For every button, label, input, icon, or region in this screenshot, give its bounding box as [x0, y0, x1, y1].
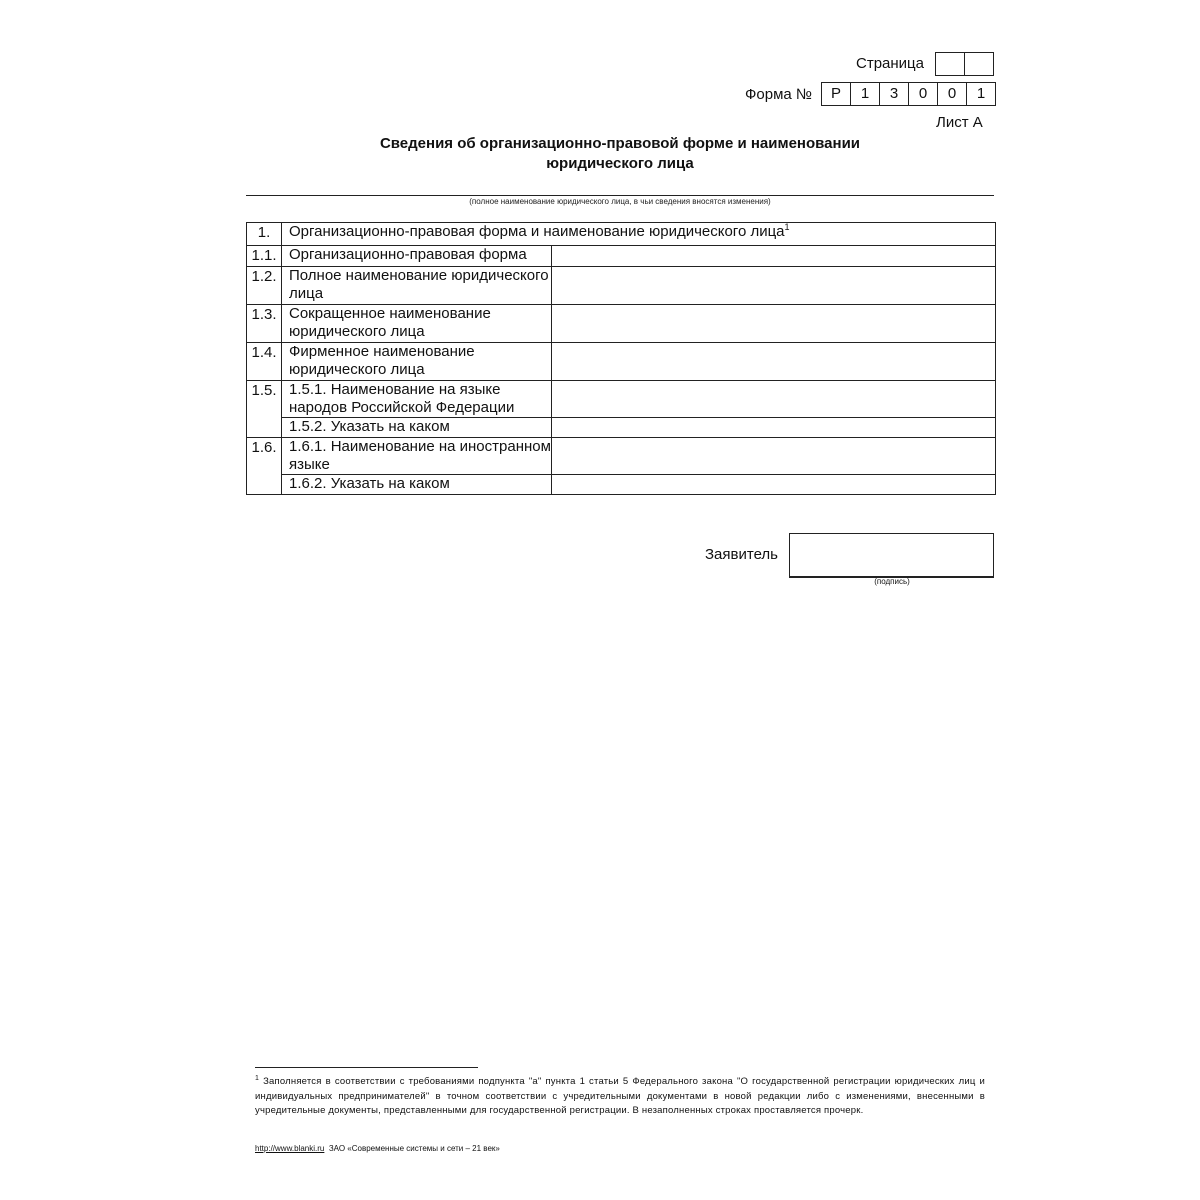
row-number: 1.2. — [247, 267, 282, 305]
row-number: 1.3. — [247, 305, 282, 343]
row-number: 1.6. — [247, 438, 282, 495]
row-label: 1.5.1. Наименование на языке народов Российской Федерации — [282, 381, 552, 418]
footnote-mark: 1 — [255, 1075, 260, 1082]
table-row — [247, 223, 996, 246]
row-label: 1.6.1. Наименование на иностранном языке — [282, 438, 552, 475]
row-label — [282, 223, 996, 246]
row-number: 1.5. — [247, 381, 282, 438]
form-code-cell: 0 — [937, 83, 966, 105]
page-label: Страница — [856, 55, 924, 72]
legal-entity-name-caption: (полное наименование юридического лица, в чьи сведения вносятся изменения) — [469, 197, 771, 206]
row-label: Полное наименование юридического лица — [282, 267, 552, 305]
row-number: 1.4. — [247, 343, 282, 381]
form-code-cell: 1 — [850, 83, 879, 105]
page-number-boxes[interactable] — [935, 52, 994, 76]
row-number: 1. — [247, 223, 282, 246]
row-label: Сокращенное наименование юридического лица — [282, 305, 552, 343]
row-label: 1.6.2. Указать на каком — [282, 475, 552, 495]
table-row — [247, 475, 996, 495]
information-table — [246, 222, 996, 495]
national-language-name-field[interactable] — [552, 381, 996, 418]
document-title-line: юридического лица — [546, 155, 694, 172]
legal-form-field[interactable] — [552, 246, 996, 267]
foreign-language-name-field[interactable] — [552, 438, 996, 475]
row-label-text: Организационно-правовая форма и наименование юридического лица — [289, 223, 785, 240]
table-row — [247, 418, 996, 438]
brand-name-field[interactable] — [552, 343, 996, 381]
table-row — [247, 267, 996, 305]
form-number-label: Форма № — [745, 86, 813, 103]
legal-entity-name-field[interactable] — [246, 195, 994, 196]
page-footer — [255, 1144, 500, 1153]
footnote — [255, 1072, 985, 1119]
short-name-field[interactable] — [552, 305, 996, 343]
sheet-label: Лист А — [936, 114, 983, 131]
applicant-label: Заявитель — [705, 546, 778, 563]
national-language-field[interactable] — [552, 418, 996, 438]
footnote-text: Заполняется в соответствии с требованиями подпункта "а" пункта 1 статьи 5 Федерального закона "О государственной регистрации юридических лиц и индивидуальных предпринимателей" в точном соответствии с учредительными документами в новой редакции либо с изменениями, внесенными в учредительные документы, представленными для государственной регистрации. В незаполненных строках проставляется прочерк. — [255, 1076, 985, 1117]
row-label: Организационно-правовая форма — [282, 246, 552, 267]
row-label: 1.5.2. Указать на каком — [282, 418, 552, 438]
table-row — [247, 305, 996, 343]
table-row — [247, 246, 996, 267]
table-row — [247, 381, 996, 418]
foreign-language-field[interactable] — [552, 475, 996, 495]
document-title — [310, 134, 930, 174]
form-code-cell: 1 — [966, 83, 995, 105]
company-name: ЗАО «Современные системы и сети – 21 век» — [328, 1144, 500, 1153]
website-link[interactable]: http://www.blanki.ru — [255, 1144, 325, 1153]
form-code-cell: 3 — [879, 83, 908, 105]
table-row — [247, 438, 996, 475]
row-number: 1.1. — [247, 246, 282, 267]
row-label: Фирменное наименование юридического лица — [282, 343, 552, 381]
footnote-divider — [255, 1067, 478, 1068]
footnote-reference: 1 — [784, 222, 790, 232]
signature-field[interactable] — [789, 533, 994, 578]
form-number-boxes — [821, 82, 996, 106]
document-title-line: Сведения об организационно-правовой форме и наименовании — [379, 135, 861, 152]
page-number-box[interactable] — [964, 53, 993, 75]
full-name-field[interactable] — [552, 267, 996, 305]
form-code-cell: Р — [830, 85, 841, 102]
signature-caption: (подпись) — [874, 577, 910, 586]
table-row — [247, 343, 996, 381]
form-code-cell: 0 — [908, 83, 937, 105]
page-number-box[interactable] — [936, 53, 964, 75]
